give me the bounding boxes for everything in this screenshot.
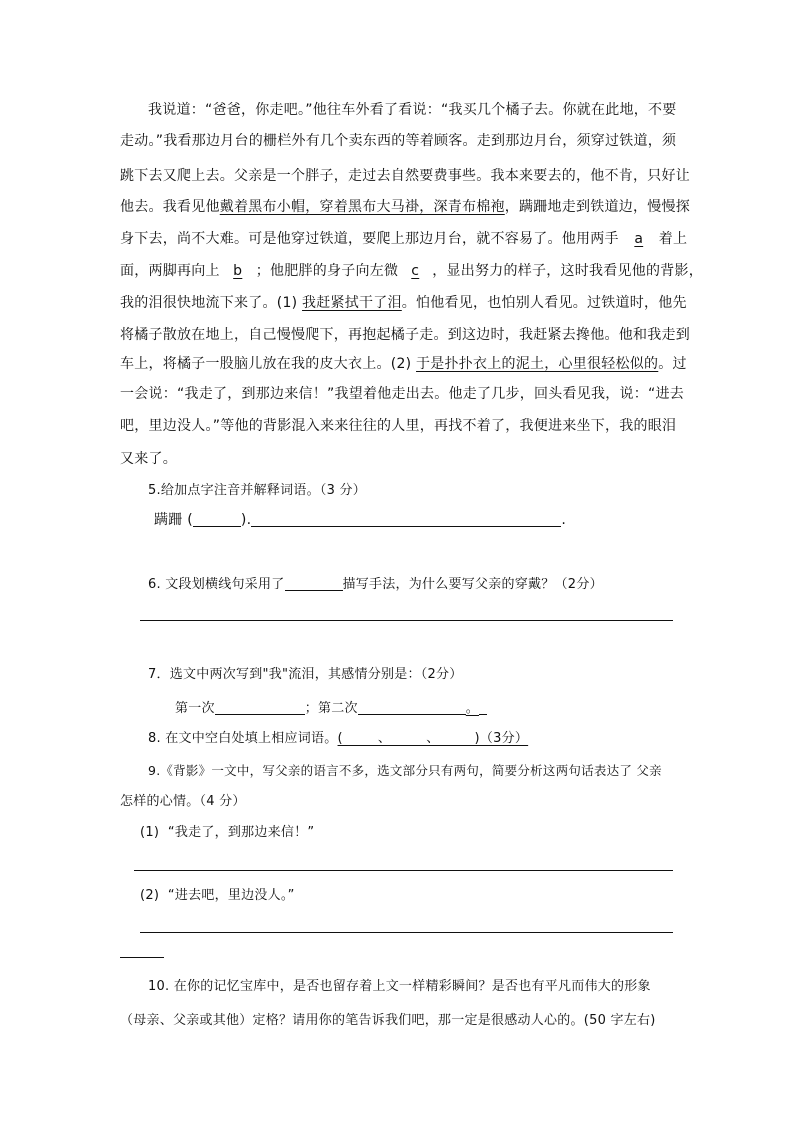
question-9-cont: 怎样的心情。（4 分） xyxy=(120,794,246,809)
underlined-clothing-sentence: 戴着黑布小帽，穿着黑布大马褂，深青布棉袍 xyxy=(219,199,505,215)
passage-text: 。怕他看见，也怕别人看见。过铁道时，他先 xyxy=(401,295,687,311)
passage-text: 身下去，尚不大难。可是他穿过铁道，要爬上那边月台，就不容易了。他用两手 xyxy=(120,231,619,247)
q6-text: 描写手法，为什么要写父亲的穿戴？（2分） xyxy=(342,577,603,592)
blank-a[interactable]: a xyxy=(634,231,644,247)
q5-end: . xyxy=(561,512,567,528)
question-5: 5.给加点字注音并解释词语。（3 分） xyxy=(148,483,367,498)
q9-sentence-2: (2) “进去吧，里边没人。” xyxy=(140,888,295,903)
passage-text: 他去。我看见他 xyxy=(120,199,220,215)
passage-text: ，蹒跚地走到铁道边，慢慢探 xyxy=(504,199,690,215)
question-10: 10. 在你的记忆宝库中，是否也留存着上文一样精彩瞬间？是否也有平凡而伟大的形象 xyxy=(148,979,651,994)
q5-paren-open: ( xyxy=(187,512,193,528)
passage-line-2: 走动。”我看那边月台的栅栏外有几个卖东西的等着顾客。走到那边月台，须穿过铁道，须 xyxy=(120,133,677,149)
q7-first-blank[interactable] xyxy=(215,698,305,715)
underlined-sentence-2: 于是扑扑衣上的泥土，心里很轻松似的 xyxy=(416,356,659,372)
q9-sentence-1: (1) “我走了，到那边来信！” xyxy=(140,825,315,840)
underlined-sentence-1: 我赶紧拭干了泪 xyxy=(302,295,402,311)
q5-word: 蹒跚 xyxy=(154,512,183,528)
q8-text: 8. 在文中空白处填上相应词语。 xyxy=(148,731,338,746)
passage-line-3: 跳下去又爬上去。父亲是一个胖子，走过去自然要费事些。我本来要去的，他不肯，只好让 xyxy=(120,168,690,184)
q9-answer-line-1[interactable] xyxy=(134,870,673,871)
passage-line-8: 将橘子散放在地上，自己慢慢爬下，再抱起橘子走。到这边时，我赶紧去搀他。他和我走到 xyxy=(120,327,690,343)
passage-line-7 xyxy=(120,293,687,313)
passage-text: 着上 xyxy=(658,231,688,247)
question-9: 9.《背影》一文中，写父亲的语言不多，选文部分只有两句，简要分析这两句话表达了 父亲 xyxy=(148,763,662,778)
q5-paren-close: ). xyxy=(240,512,252,528)
passage-line-9 xyxy=(120,354,687,374)
q7-second-blank[interactable] xyxy=(358,698,466,715)
passage-text: 车上，将橘子一股脑儿放在我的皮大衣上。(2) xyxy=(120,356,417,372)
pinyin-blank[interactable] xyxy=(193,510,241,527)
passage-text: 面，两脚再向上 xyxy=(120,263,220,279)
q6-answer-line[interactable] xyxy=(140,620,673,621)
q8-blanks[interactable]: ( 、 、 )（3分） xyxy=(337,731,529,746)
passage-line-11: 吧，里边没人。”等他的背影混入来来往往的人里，再找不着了，我便进来坐下，我的眼泪 xyxy=(120,418,677,434)
q7-answer-line xyxy=(175,698,487,719)
passage-line-5 xyxy=(120,229,687,249)
short-divider xyxy=(120,957,164,958)
q7-second-label: ；第二次 xyxy=(304,701,358,716)
passage-line-12: 又来了。 xyxy=(120,451,177,467)
passage-line-1: 我说道：“爸爸，你走吧。”他往车外看了看说：“我买几个橘子去。你就在此地，不要 xyxy=(148,102,677,118)
q9-answer-line-2[interactable] xyxy=(140,932,673,933)
passage-text: 我的泪很快地流下来了。(1) xyxy=(120,295,303,311)
q7-end-blank xyxy=(479,698,487,715)
passage-line-6 xyxy=(120,261,703,281)
question-7: 7．选文中两次写到"我"流泪，其感情分别是：（2分） xyxy=(148,667,463,682)
q7-end: 。 xyxy=(465,701,480,716)
blank-b[interactable]: b xyxy=(233,263,243,279)
question-8 xyxy=(148,729,528,749)
q6-technique-blank[interactable] xyxy=(285,574,343,591)
passage-text: ，显出努力的样子，这时我看见他的背影， xyxy=(432,263,703,279)
q5-explanation-blank[interactable] xyxy=(251,510,561,527)
blank-c[interactable]: c xyxy=(411,263,420,279)
passage-line-10: 一会说：“我走了，到那边来信！”我望着他走出去。他走了几步，回头看见我，说：“进去 xyxy=(120,386,685,402)
passage-line-4 xyxy=(120,197,690,217)
passage-text: ；他肥胖的身子向左微 xyxy=(255,263,399,279)
question-6 xyxy=(148,574,603,595)
q7-first-label: 第一次 xyxy=(175,701,215,716)
question-10-cont: （母亲、父亲或其他）定格？请用你的笔告诉我们吧，那一定是很感动人心的。(50 字左右) xyxy=(120,1013,656,1028)
q5-answer-line xyxy=(154,510,566,530)
q6-text: 6. 文段划横线句采用了 xyxy=(148,577,285,592)
passage-text: 。过 xyxy=(658,356,687,372)
